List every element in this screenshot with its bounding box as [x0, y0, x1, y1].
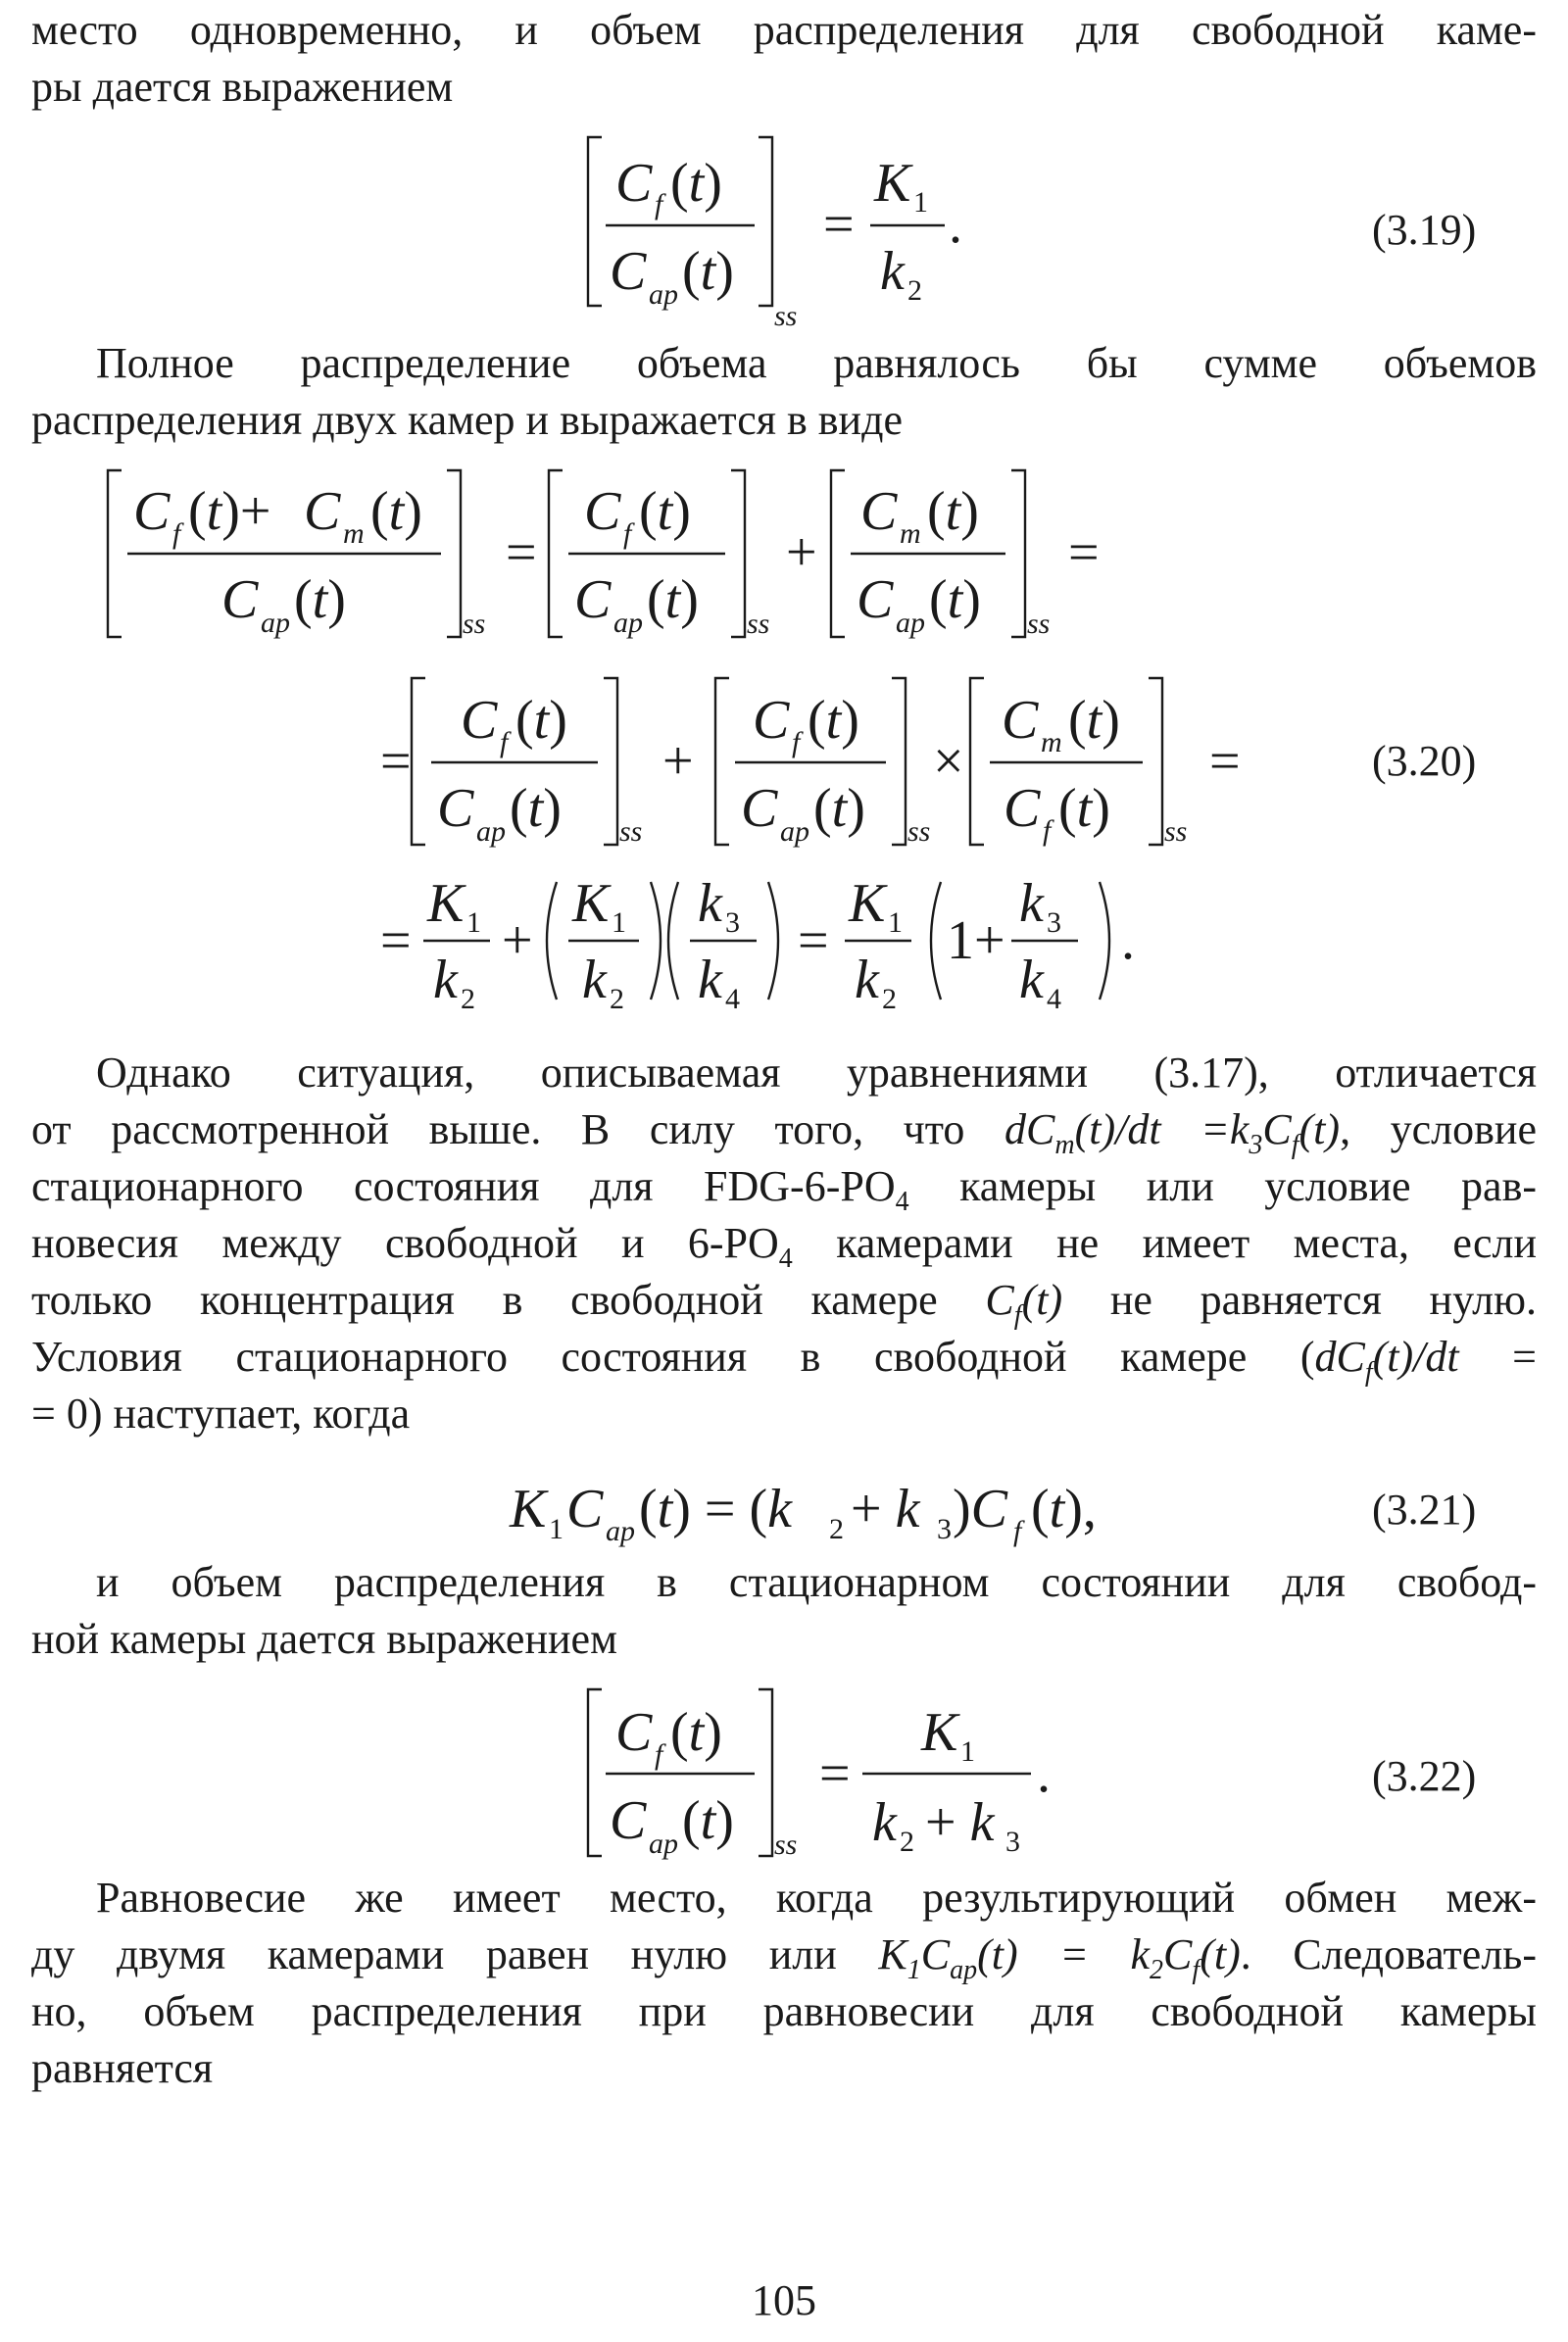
paragraph-1 [31, 2, 1537, 116]
svg-text:(t): (t) [647, 569, 699, 630]
svg-text:C: C [857, 569, 894, 630]
paragraph-5 [31, 1870, 1537, 2097]
text-line: Условия стационарного состояния в свободной камере ($dC_f(t)/dt$ = [31, 1333, 1537, 1388]
svg-text:C: C [574, 569, 612, 630]
svg-text:C: C [133, 481, 171, 542]
svg-text:(t): (t) [682, 241, 734, 302]
svg-text:ap: ap [780, 815, 809, 848]
svg-text:1: 1 [913, 186, 928, 219]
svg-text:ap: ap [613, 607, 643, 639]
svg-text:C: C [1002, 690, 1039, 751]
svg-text:2: 2 [610, 983, 624, 1015]
svg-text:C: C [615, 1702, 653, 1763]
svg-text:k: k [698, 873, 722, 934]
svg-text:3: 3 [1047, 906, 1061, 939]
svg-text:C: C [221, 569, 259, 630]
svg-text:.: . [1037, 1743, 1051, 1804]
svg-text:3: 3 [1005, 1826, 1020, 1858]
svg-text:)C: )C [953, 1479, 1008, 1539]
svg-text:1: 1 [466, 906, 481, 939]
svg-text:f: f [1043, 814, 1052, 847]
svg-text:(t): (t) [929, 569, 981, 630]
svg-text:ap: ap [896, 607, 925, 639]
svg-text:ss: ss [774, 300, 798, 332]
svg-text:ss: ss [1027, 608, 1051, 640]
svg-text:ss: ss [907, 815, 931, 848]
svg-text:f: f [172, 517, 181, 550]
svg-text:K: K [921, 1702, 958, 1763]
svg-text:2: 2 [829, 1513, 844, 1545]
svg-text:(t) = (k: (t) = (k [639, 1479, 792, 1539]
svg-text:+: + [502, 910, 533, 971]
svg-text:1: 1 [549, 1513, 564, 1545]
svg-text:f: f [655, 188, 663, 220]
svg-text:ap: ap [649, 1828, 678, 1860]
svg-text:K: K [510, 1479, 547, 1539]
svg-text:(t): (t) [808, 690, 859, 751]
svg-text:=: = [1068, 522, 1100, 583]
svg-text:=: = [819, 1743, 851, 1804]
svg-text:ss: ss [774, 1829, 798, 1861]
svg-text:C: C [610, 1790, 647, 1851]
svg-text:m: m [1041, 726, 1062, 758]
text-line: ры дается выражением [31, 63, 454, 111]
svg-text:×: × [933, 731, 964, 792]
svg-text:=: = [798, 910, 829, 971]
svg-text:ss: ss [619, 815, 643, 848]
text-line: место одновременно, и объем распределения для свободной каме- [31, 6, 1537, 54]
svg-text:K: K [427, 873, 465, 934]
svg-text:2: 2 [907, 274, 922, 307]
paragraph-3 [31, 1045, 1537, 1442]
equation-3-21 [0, 1470, 1568, 1558]
text-line: ду двумя камерами равен нулю или $K_1C_{ap}(t) = k_2C_f(t)$. Следователь- [31, 1930, 1537, 1985]
svg-text:2: 2 [900, 1826, 914, 1858]
svg-text:C: C [741, 778, 778, 839]
svg-text:(t): (t) [682, 1790, 734, 1851]
svg-text:f: f [792, 726, 801, 758]
svg-text:(t),: (t), [1031, 1479, 1097, 1539]
svg-text:(t)+: (t)+ [188, 481, 271, 542]
equation-number: (3.21) [1372, 1486, 1477, 1534]
text-line: равняется [31, 2044, 214, 2092]
svg-text:C: C [615, 153, 653, 214]
svg-text:2: 2 [882, 983, 897, 1015]
svg-text:ss: ss [747, 608, 770, 640]
equation-3-19 [0, 118, 1568, 353]
svg-text:=: = [1209, 731, 1241, 792]
page-number: 105 [752, 2276, 816, 2324]
svg-text:=: = [823, 194, 855, 255]
svg-text:(t): (t) [639, 481, 691, 542]
text-line: новесия между свободной и $6-PO_4$ камерами не имеет места, если [31, 1219, 1537, 1274]
svg-text:1+: 1+ [947, 910, 1005, 971]
svg-text:4: 4 [1047, 983, 1061, 1015]
text-line: только концентрация в свободной камере $C_f(t)$ не равняется нулю. [31, 1276, 1537, 1331]
svg-text:(t): (t) [670, 1702, 722, 1763]
svg-text:2: 2 [461, 983, 475, 1015]
svg-text:k: k [1019, 873, 1044, 934]
svg-text:k: k [582, 950, 607, 1010]
equation-number: (3.19) [1372, 206, 1477, 254]
svg-text:+ k: + k [925, 1792, 995, 1853]
text-line: Однако ситуация, описываемая уравнениями (3.17), отличается [96, 1049, 1537, 1097]
text-line: но, объем распределения при равновесии для свободной камеры [31, 1987, 1537, 2035]
svg-text:ss: ss [463, 608, 486, 640]
svg-text:K: K [874, 153, 911, 214]
svg-text:(t): (t) [1058, 778, 1110, 839]
svg-text:.: . [949, 194, 962, 255]
svg-text:ap: ap [476, 815, 506, 848]
svg-text:C: C [566, 1479, 604, 1539]
text-line: Равновесие же имеет место, когда результирующий обмен меж- [96, 1874, 1537, 1922]
svg-text:m: m [343, 517, 365, 550]
svg-text:k: k [1019, 950, 1044, 1010]
svg-text:f: f [655, 1738, 663, 1771]
svg-text:C: C [304, 481, 341, 542]
svg-text:=: = [380, 731, 412, 792]
svg-text:f: f [623, 517, 632, 550]
equation-number: (3.20) [1372, 737, 1477, 785]
svg-text:3: 3 [725, 906, 740, 939]
svg-text:C: C [610, 241, 647, 302]
svg-text:+ k: + k [851, 1479, 920, 1539]
equation-3-20 [0, 461, 1568, 1049]
svg-text:ss: ss [1164, 815, 1188, 848]
text-line: ной камеры дается выражением [31, 1615, 617, 1663]
svg-text:C: C [753, 690, 790, 751]
svg-text:k: k [433, 950, 458, 1010]
svg-text:1: 1 [612, 906, 626, 939]
svg-text:C: C [461, 690, 498, 751]
svg-text:K: K [849, 873, 886, 934]
svg-text:(t): (t) [813, 778, 865, 839]
svg-text:C: C [584, 481, 621, 542]
svg-text:(t): (t) [927, 481, 979, 542]
svg-text:=: = [506, 522, 537, 583]
svg-text:+: + [662, 731, 694, 792]
svg-text:k: k [698, 950, 722, 1010]
svg-text:(t): (t) [370, 481, 422, 542]
svg-text:C: C [437, 778, 474, 839]
svg-text:m: m [900, 517, 921, 550]
svg-text:f: f [1013, 1515, 1022, 1547]
svg-text:1: 1 [888, 906, 903, 939]
svg-text:.: . [1121, 910, 1135, 971]
svg-text:ap: ap [606, 1515, 635, 1547]
svg-text:(t): (t) [510, 778, 562, 839]
svg-text:k: k [872, 1792, 897, 1853]
text-line: от рассмотренной выше. В силу того, что $dC_m(t)/dt =k_3C_f(t)$, условие [31, 1105, 1537, 1160]
svg-text:ap: ap [261, 607, 290, 639]
paragraph-2 [31, 335, 1537, 449]
svg-text:1: 1 [960, 1735, 975, 1768]
svg-text:+: + [786, 522, 817, 583]
equation-3-22 [0, 1674, 1568, 1899]
svg-text:(t): (t) [670, 153, 722, 214]
svg-text:K: K [572, 873, 610, 934]
paragraph-4 [31, 1554, 1537, 1668]
text-line: и объем распределения в стационарном состоянии для свобод- [96, 1558, 1537, 1606]
svg-text:f: f [500, 726, 509, 758]
text-line: стационарного состояния для FDG-$6-PO_4$ камеры или условие рав- [31, 1162, 1537, 1217]
svg-text:(t): (t) [294, 569, 346, 630]
svg-text:k: k [855, 950, 879, 1010]
svg-text:=: = [380, 910, 412, 971]
text-line: = 0) наступает, когда [31, 1390, 411, 1438]
svg-text:(t): (t) [515, 690, 567, 751]
text-line: распределения двух камер и выражается в виде [31, 396, 903, 444]
svg-text:k: k [880, 241, 905, 302]
svg-text:C: C [1004, 778, 1041, 839]
svg-text:C: C [860, 481, 898, 542]
svg-text:ap: ap [649, 278, 678, 311]
equation-number: (3.22) [1372, 1752, 1477, 1800]
text-line: Полное распределение объема равнялось бы сумме объемов [96, 339, 1537, 387]
svg-text:4: 4 [725, 983, 740, 1015]
svg-text:(t): (t) [1068, 690, 1120, 751]
svg-text:3: 3 [937, 1513, 952, 1545]
